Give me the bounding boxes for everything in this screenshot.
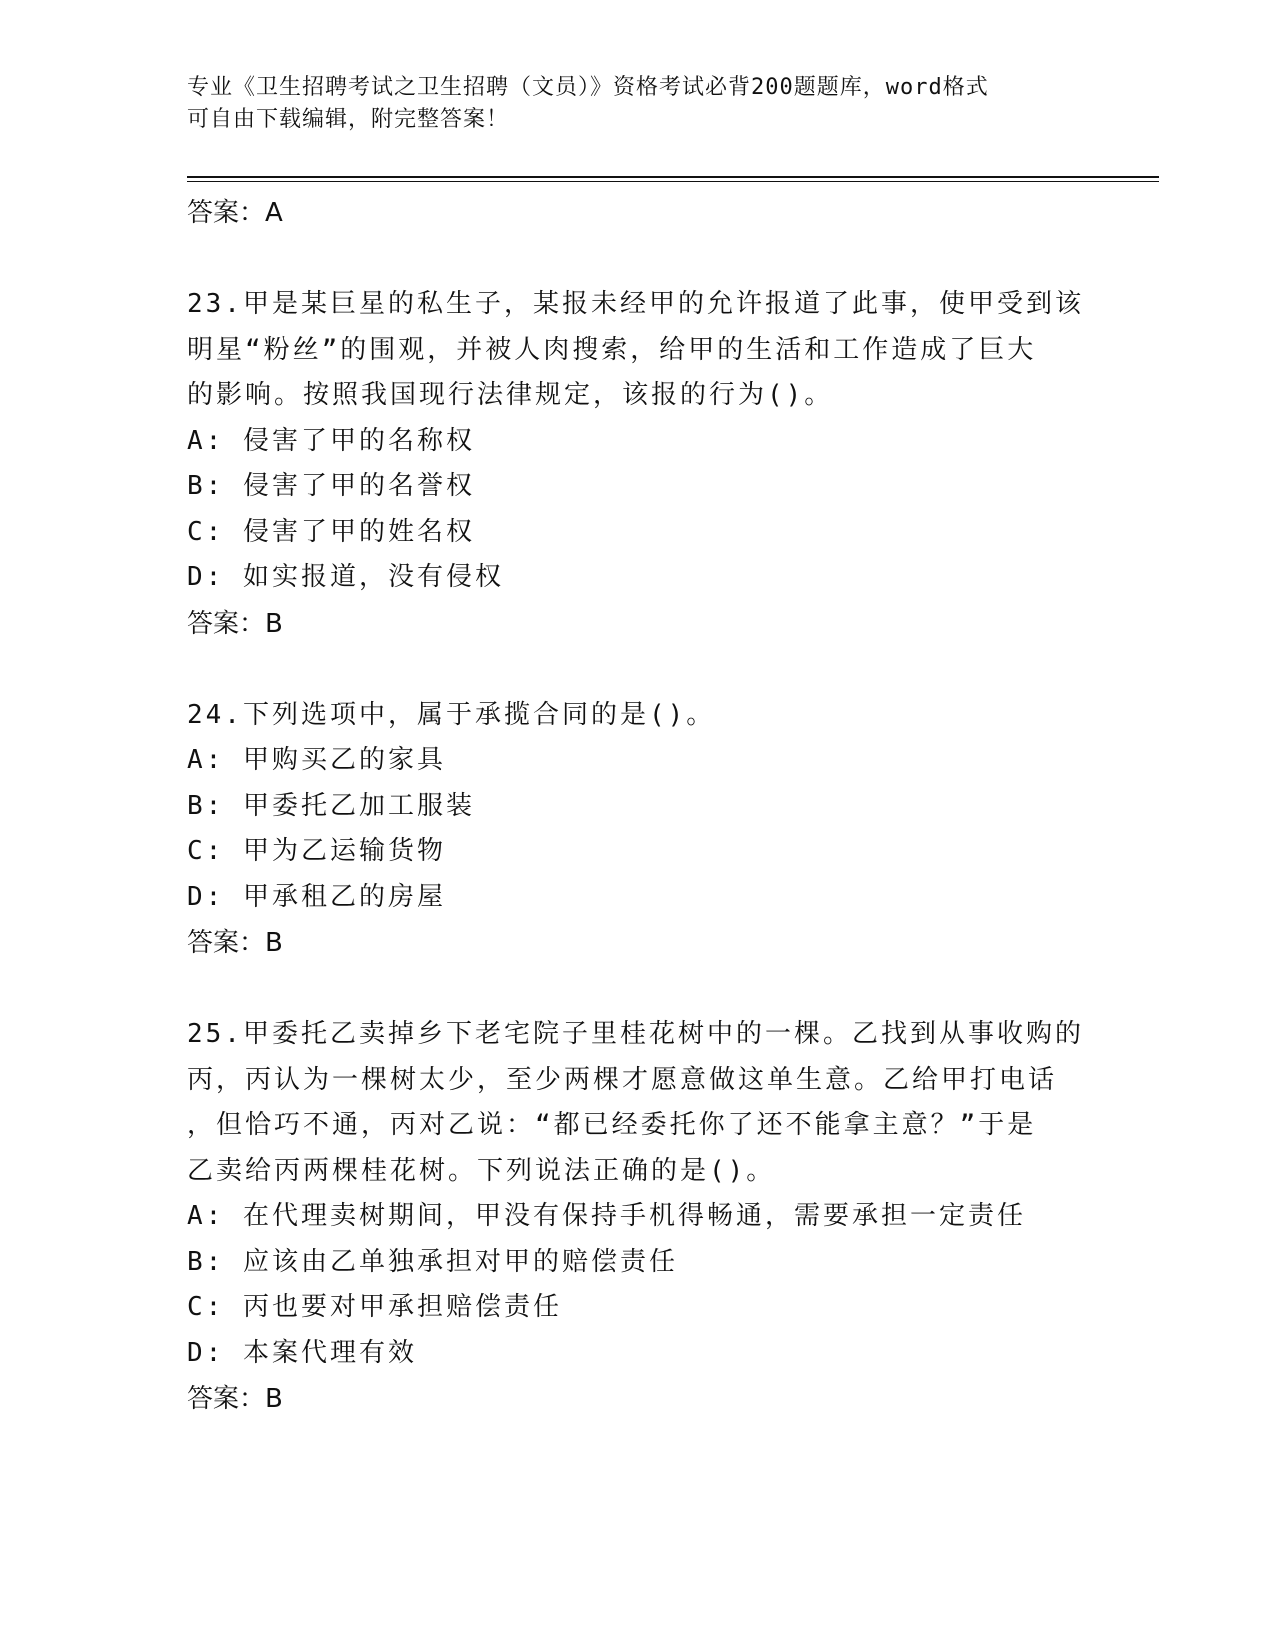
option-b: B: 侵害了甲的名誉权 xyxy=(187,471,475,501)
answer-line: 答案：B xyxy=(187,928,283,958)
spacer xyxy=(187,966,1087,1012)
question-text-line: 24.下列选项中，属于承揽合同的是()。 xyxy=(187,699,716,730)
header-rule-thick xyxy=(187,176,1159,178)
header-rule-thin xyxy=(187,181,1159,182)
option-c: C: 丙也要对甲承担赔偿责任 xyxy=(187,1292,562,1322)
question-block xyxy=(187,1012,1087,1422)
document-header xyxy=(187,72,1067,136)
question-block xyxy=(187,282,1087,647)
question-text-line: 的影响。按照我国现行法律规定，该报的行为()。 xyxy=(187,380,834,410)
question-text-line: 23.甲是某巨星的私生子，某报未经甲的允许报道了此事，使甲受到该 xyxy=(187,289,1084,319)
answer-line: 答案：B xyxy=(187,1384,283,1414)
option-b: B: 应该由乙单独承担对甲的赔偿责任 xyxy=(187,1246,678,1277)
spacer xyxy=(187,647,1087,693)
option-b: B: 甲委托乙加工服装 xyxy=(187,790,475,821)
question-text-line: 25.甲委托乙卖掉乡下老宅院子里桂花树中的一棵。乙找到从事收购的 xyxy=(187,1019,1084,1049)
answer-line: 答案：A xyxy=(187,198,283,228)
option-d: D: 甲承租乙的房屋 xyxy=(187,881,446,912)
spacer xyxy=(187,236,1087,282)
option-c: C: 甲为乙运输货物 xyxy=(187,836,446,866)
question-text-line: 乙卖给丙两棵桂花树。下列说法正确的是()。 xyxy=(187,1155,776,1186)
option-d: D: 本案代理有效 xyxy=(187,1337,417,1368)
document-body xyxy=(187,190,1087,1422)
option-d: D: 如实报道，没有侵权 xyxy=(187,562,504,592)
option-a: A: 侵害了甲的名称权 xyxy=(187,425,475,456)
option-a: A: 在代理卖树期间，甲没有保持手机得畅通，需要承担一定责任 xyxy=(187,1201,1026,1231)
option-a: A: 甲购买乙的家具 xyxy=(187,745,446,775)
question-block xyxy=(187,693,1087,967)
answer-line: 答案：B xyxy=(187,608,283,639)
question-text-line: 明星“粉丝”的围观，并被人肉搜索，给甲的生活和工作造成了巨大 xyxy=(187,334,1037,365)
option-c: C: 侵害了甲的姓名权 xyxy=(187,516,475,547)
question-text-line: 丙，丙认为一棵树太少，至少两棵才愿意做这单生意。乙给甲打电话 xyxy=(187,1064,1058,1095)
header-line-2: 可自由下载编辑，附完整答案！ xyxy=(187,107,510,132)
question-text-line: ，但恰巧不通，丙对乙说：“都已经委托你了还不能拿主意？”于是 xyxy=(187,1110,1037,1140)
header-line-1: 专业《卫生招聘考试之卫生招聘（文员）》资格考试必背200题题库，word格式 xyxy=(187,75,989,100)
